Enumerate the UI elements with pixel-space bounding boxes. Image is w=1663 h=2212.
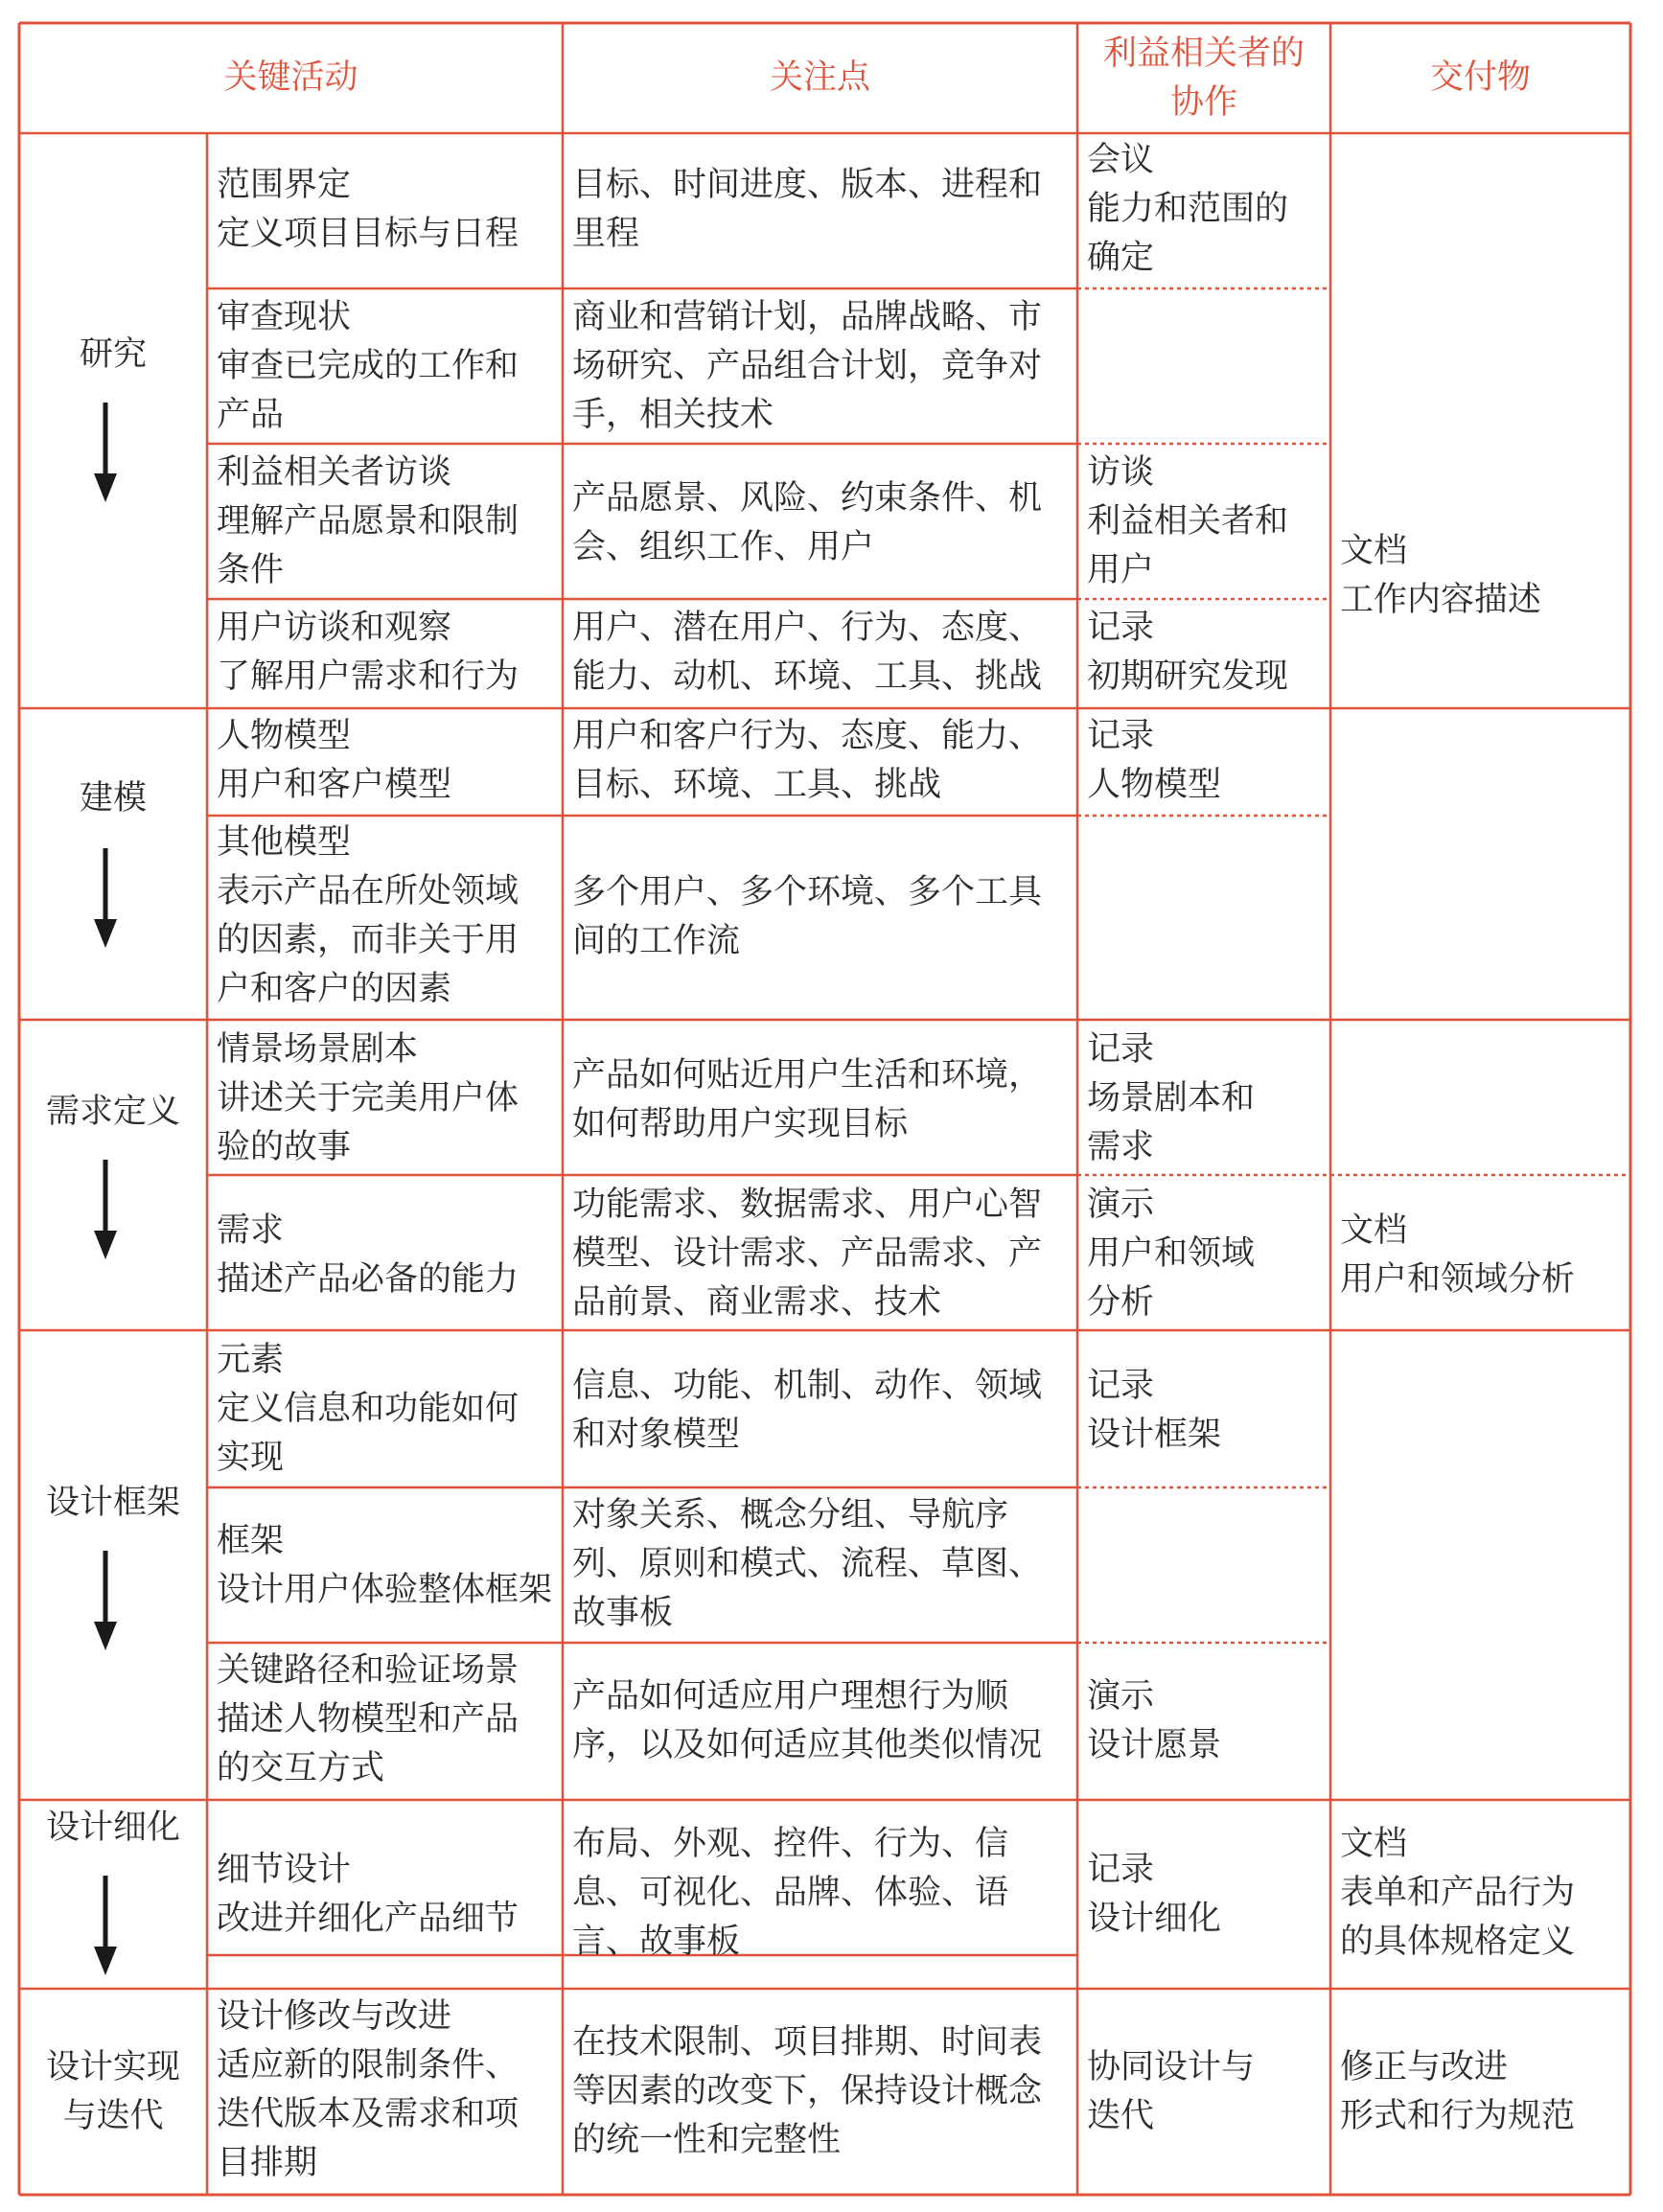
focus-cell: 多个用户、多个环境、多个工具 间的工作流: [572, 873, 1043, 960]
header-deliverable: 交付物: [1429, 58, 1531, 97]
phase-label: 建模: [79, 779, 147, 818]
focus-cell: 产品愿景、风险、约束条件、机 会、组织工作、用户: [572, 479, 1043, 566]
deliverable-cell: 文档 工作内容描述: [1340, 532, 1542, 619]
arrow-down-shape: [94, 1876, 117, 1976]
activity-cell: 人物模型 用户和客户模型: [217, 717, 452, 804]
collab-cell: 演示 用户和领域 分析: [1087, 1186, 1256, 1322]
deliverable-cell: 修正与改进 形式和行为规范: [1340, 2048, 1576, 2135]
focus-cell: 用户、潜在用户、行为、态度、 能力、动机、环境、工具、挑战: [572, 609, 1043, 696]
activity-cell: 设计修改与改进 适应新的限制条件、 迭代版本及需求和项 目排期: [217, 1997, 520, 2182]
phase-label: 设计细化: [45, 1809, 180, 1847]
activity-cell: 需求 描述产品必备的能力: [217, 1211, 520, 1299]
phase-modeling: [19, 774, 207, 823]
phase-implementation: [19, 1989, 207, 2195]
focus-cell: 产品如何适应用户理想行为顺 序，以及如何适应其他类似情况: [572, 1677, 1043, 1764]
collab-cell: 记录 设计框架: [1087, 1367, 1222, 1454]
activity-cell: 关键路径和验证场景 描述人物模型和产品 的交互方式: [217, 1651, 520, 1787]
activity-cell: 审查现状 审查已完成的工作和 产品: [217, 298, 520, 434]
focus-cell: 用户和客户行为、态度、能力、 目标、环境、工具、挑战: [572, 717, 1043, 804]
phase-framework: [19, 1479, 207, 1528]
collab-cell: 记录 初期研究发现: [1087, 609, 1289, 696]
focus-cell: 功能需求、数据需求、用户心智 模型、设计需求、产品需求、产 品前景、商业需求、技术: [572, 1186, 1043, 1322]
collab-cell: 记录 设计细化: [1087, 1851, 1222, 1938]
phase-label: 设计实现 与迭代: [45, 2047, 180, 2135]
focus-cell: 布局、外观、控件、行为、信 息、可视化、品牌、体验、语 言、故事板: [572, 1825, 1009, 1961]
phase-label: 设计框架: [45, 1484, 180, 1522]
collab-cell: 记录 场景剧本和 需求: [1087, 1030, 1256, 1166]
collab-cell: 演示 设计愿景: [1087, 1677, 1222, 1764]
phase-label: 研究: [79, 335, 147, 374]
deliverable-cell: 文档 表单和产品行为 的具体规格定义: [1340, 1825, 1576, 1961]
phase-requirements: [19, 1088, 207, 1137]
phase-label: 需求定义: [45, 1093, 180, 1131]
focus-cell: 在技术限制、项目排期、时间表 等因素的改变下，保持设计概念 的统一性和完整性: [572, 2023, 1043, 2159]
activity-cell: 框架 设计用户体验整体框架: [217, 1522, 553, 1609]
phase-refinement: [19, 1804, 207, 1853]
activity-cell: 细节设计 改进并细化产品细节: [217, 1851, 520, 1938]
arrow-down-icon: [94, 848, 117, 953]
header-collab: 利益相关者的 协作: [1102, 34, 1305, 122]
collab-cell: 协同设计与 迭代: [1087, 2048, 1256, 2135]
header-focus: 关注点: [769, 58, 870, 97]
arrow-down-icon: [94, 403, 117, 507]
focus-cell: 信息、功能、机制、动作、领域 和对象模型: [572, 1367, 1043, 1454]
phase-research: [19, 331, 207, 380]
activity-cell: 用户访谈和观察 了解用户需求和行为: [217, 609, 520, 696]
collab-cell: 访谈 利益相关者和 用户: [1087, 453, 1289, 589]
arrow-down-shape: [94, 1160, 117, 1260]
header-activity: 关键活动: [223, 58, 358, 97]
focus-cell: 商业和营销计划，品牌战略、市 场研究、产品组合计划，竞争对 手，相关技术: [572, 298, 1043, 434]
focus-cell: 目标、时间进度、版本、进程和 里程: [572, 166, 1043, 253]
arrow-down-shape: [94, 1551, 117, 1651]
arrow-down-shape: [94, 403, 117, 503]
activity-cell: 元素 定义信息和功能如何 实现: [217, 1341, 520, 1477]
activity-cell: 利益相关者访谈 理解产品愿景和限制 条件: [217, 453, 520, 589]
focus-cell: 对象关系、概念分组、导航序 列、原则和模式、流程、草图、 故事板: [572, 1496, 1043, 1632]
deliverable-cell: 文档 用户和领域分析: [1340, 1211, 1576, 1299]
collab-cell: 记录 人物模型: [1087, 717, 1222, 804]
activity-cell: 其他模型 表示产品在所处领域 的因素，而非关于用 户和客户的因素: [217, 823, 520, 1008]
arrow-down-icon: [94, 1876, 117, 1980]
arrow-down-shape: [94, 848, 117, 949]
collab-cell: 会议 能力和范围的 确定: [1087, 141, 1289, 277]
focus-cell: 产品如何贴近用户生活和环境， 如何帮助用户实现目标: [572, 1056, 1043, 1143]
arrow-down-icon: [94, 1160, 117, 1264]
activity-cell: 情景场景剧本 讲述关于完美用户体 验的故事: [217, 1030, 520, 1166]
arrow-down-icon: [94, 1551, 117, 1655]
activity-cell: 范围界定 定义项目目标与日程: [217, 166, 520, 253]
